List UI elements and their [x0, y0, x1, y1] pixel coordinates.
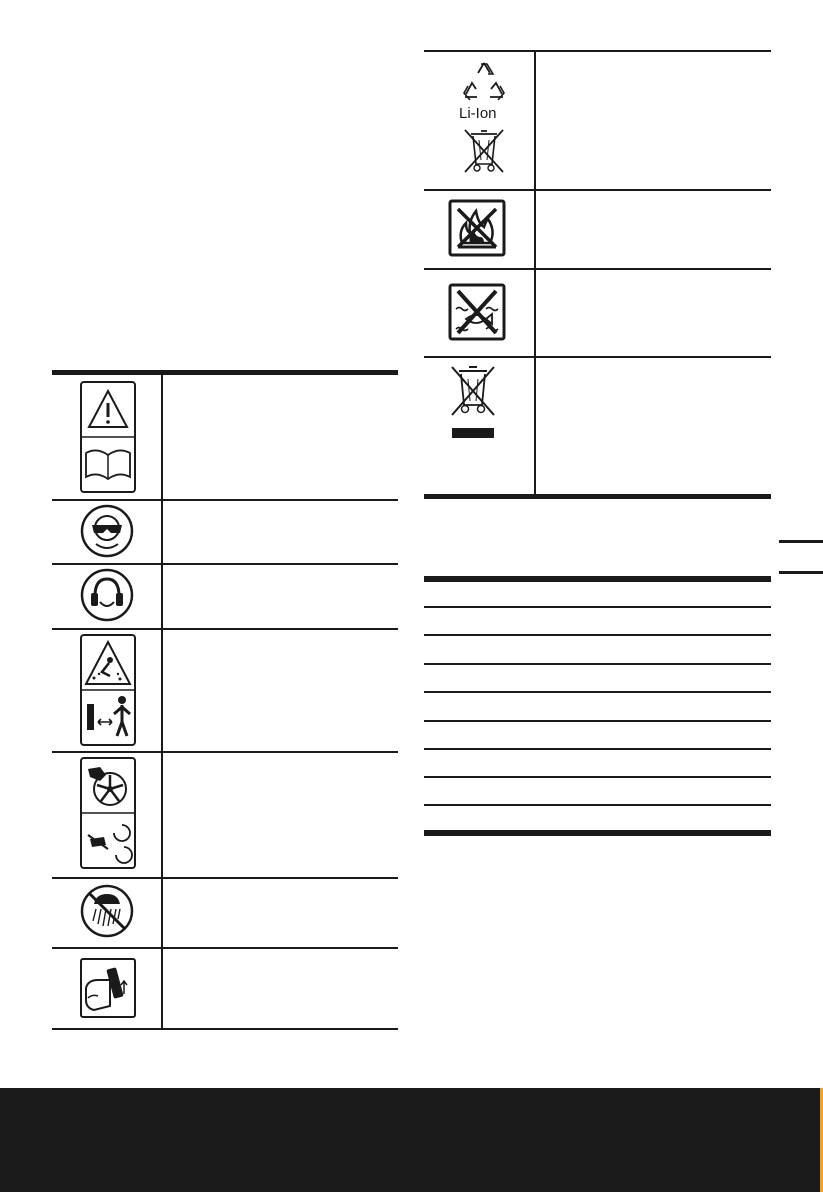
rotating-blade-hand-hazard-icon: [80, 757, 136, 869]
page-footer-band: [0, 1088, 823, 1192]
left-table-row-rule: [52, 751, 398, 753]
left-table-row-rule: [52, 563, 398, 565]
language-tab-marker-bottom: [779, 571, 823, 574]
li-ion-label: Li-Ion: [459, 105, 497, 122]
remove-battery-icon: [80, 958, 136, 1018]
do-not-expose-to-rain-icon: [80, 884, 134, 938]
recycle-icon: [460, 60, 508, 104]
spec-table-row-rule: [424, 606, 771, 608]
weee-crossed-bin-icon: [449, 365, 497, 443]
right-table-bottom-rule: [424, 494, 771, 499]
do-not-dispose-in-water-icon: [448, 283, 506, 341]
spec-table-row-rule: [424, 663, 771, 665]
do-not-burn-icon: [448, 199, 506, 257]
left-table-divider: [161, 375, 163, 1030]
spec-table-row-rule: [424, 776, 771, 778]
warning-read-manual-icon: [80, 381, 136, 493]
left-table-row-rule: [52, 499, 398, 501]
spec-table-row-rule: [424, 691, 771, 693]
ear-protection-icon: [80, 568, 134, 622]
left-table-top-rule: [52, 370, 398, 375]
right-table-row-rule: [424, 189, 771, 191]
spec-table-row-rule: [424, 748, 771, 750]
left-table-row-rule: [52, 947, 398, 949]
crossed-bin-icon: [463, 128, 505, 174]
left-table-row-rule: [52, 877, 398, 879]
right-table-row-rule: [424, 268, 771, 270]
spec-table-row-rule: [424, 720, 771, 722]
spec-table-row-rule: [424, 634, 771, 636]
spec-table-top-rule: [424, 576, 771, 582]
flying-debris-bystander-distance-icon: [80, 634, 136, 746]
spec-table-row-rule: [424, 804, 771, 806]
left-table-row-rule: [52, 628, 398, 630]
right-table-divider: [534, 52, 536, 494]
right-table-top-rule: [424, 50, 771, 52]
left-table-bottom-rule: [52, 1028, 398, 1030]
right-table-row-rule: [424, 356, 771, 358]
spec-table-bottom-rule: [424, 830, 771, 836]
language-tab-marker-top: [779, 540, 823, 543]
eye-protection-icon: [80, 504, 134, 558]
